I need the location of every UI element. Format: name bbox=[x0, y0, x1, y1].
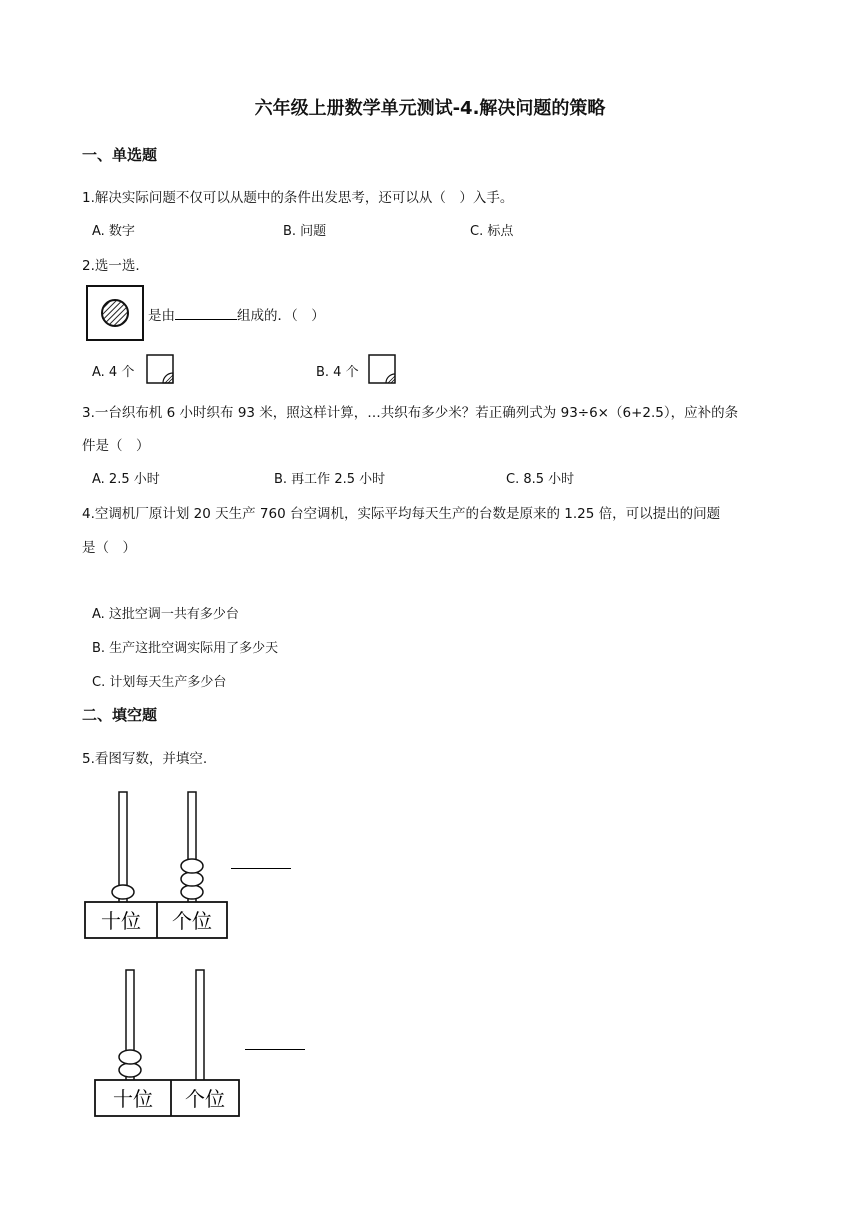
abacus-2-ones-rod bbox=[196, 970, 204, 1082]
abacus-1 bbox=[84, 790, 234, 942]
abacus1-ones-bead bbox=[181, 859, 203, 873]
q3-option-a[interactable]: A. 2.5 小时 bbox=[92, 472, 160, 487]
abacus-2-answer-blank[interactable] bbox=[245, 1049, 305, 1050]
abacus-1-answer-blank[interactable] bbox=[231, 868, 291, 869]
abacus-2-tens-label: 十位 bbox=[113, 1087, 153, 1111]
abacus-1-ones-label: 个位 bbox=[172, 909, 212, 933]
abacus-2-ones-label: 个位 bbox=[185, 1087, 225, 1111]
question-3-line2: 件是（ ） bbox=[82, 438, 150, 454]
abacus1-ones-bead bbox=[181, 885, 203, 899]
question-2-stem: 2.选一选. bbox=[82, 258, 140, 274]
abacus2-tens-bead bbox=[119, 1063, 141, 1077]
q2-option-b-quarter-piece-icon bbox=[368, 354, 396, 384]
q1-option-c[interactable]: C. 标点 bbox=[470, 224, 514, 239]
question-4-line2: 是（ ） bbox=[82, 540, 136, 556]
question-4-line1: 4.空调机厂原计划 20 天生产 760 台空调机，实际平均每天生产的台数是原来的 1.25 倍，可以提出的问题 bbox=[82, 506, 721, 522]
q2-option-a[interactable]: A. 4 个 bbox=[92, 365, 135, 380]
q4-option-a[interactable]: A. 这批空调一共有多少台 bbox=[92, 607, 239, 622]
q3-option-c[interactable]: C. 8.5 小时 bbox=[506, 472, 575, 487]
question-5: 5.看图写数，并填空. bbox=[82, 751, 208, 767]
abacus-1-tens-label: 十位 bbox=[101, 909, 141, 933]
abacus1-tens-bead bbox=[112, 885, 134, 899]
q1-option-b[interactable]: B. 问题 bbox=[283, 224, 327, 239]
q2-text-before: 是由 bbox=[148, 308, 175, 324]
question-3-line1: 3.一台织布机 6 小时织布 93 米，照这样计算，…共织布多少米？若正确列式为 93÷6×（6+2.5），应补的条 bbox=[82, 405, 739, 421]
q2-option-a-quarter-piece-icon bbox=[146, 354, 174, 384]
abacus-2-tens-beads bbox=[119, 1050, 141, 1077]
abacus-1-ones-beads bbox=[181, 859, 203, 899]
q2-answer-blank[interactable] bbox=[175, 307, 237, 320]
section-heading-fill-blank: 二、填空题 bbox=[82, 706, 158, 724]
abacus-2 bbox=[94, 968, 244, 1120]
question-1: 1.解决实际问题不仅可以从题中的条件出发思考，还可以从（ ）入手。 bbox=[82, 190, 514, 206]
abacus2-tens-bead bbox=[119, 1050, 141, 1064]
section-heading-single-choice: 一、单选题 bbox=[82, 146, 158, 164]
q4-option-b[interactable]: B. 生产这批空调实际用了多少天 bbox=[92, 641, 279, 656]
abacus-1-tens-beads bbox=[112, 885, 134, 899]
abacus1-ones-bead bbox=[181, 872, 203, 886]
q3-option-b[interactable]: B. 再工作 2.5 小时 bbox=[274, 472, 386, 487]
question-2-text bbox=[148, 304, 325, 324]
q1-option-a[interactable]: A. 数字 bbox=[92, 224, 135, 239]
q4-option-c[interactable]: C. 计划每天生产多少台 bbox=[92, 675, 227, 690]
q2-text-after: 组成的．（ ） bbox=[237, 308, 325, 324]
q2-figure-hatched-circle bbox=[86, 285, 144, 341]
page-title: 六年级上册数学单元测试-4.解决问题的策略 bbox=[254, 98, 606, 119]
q2-option-b[interactable]: B. 4 个 bbox=[316, 365, 359, 380]
